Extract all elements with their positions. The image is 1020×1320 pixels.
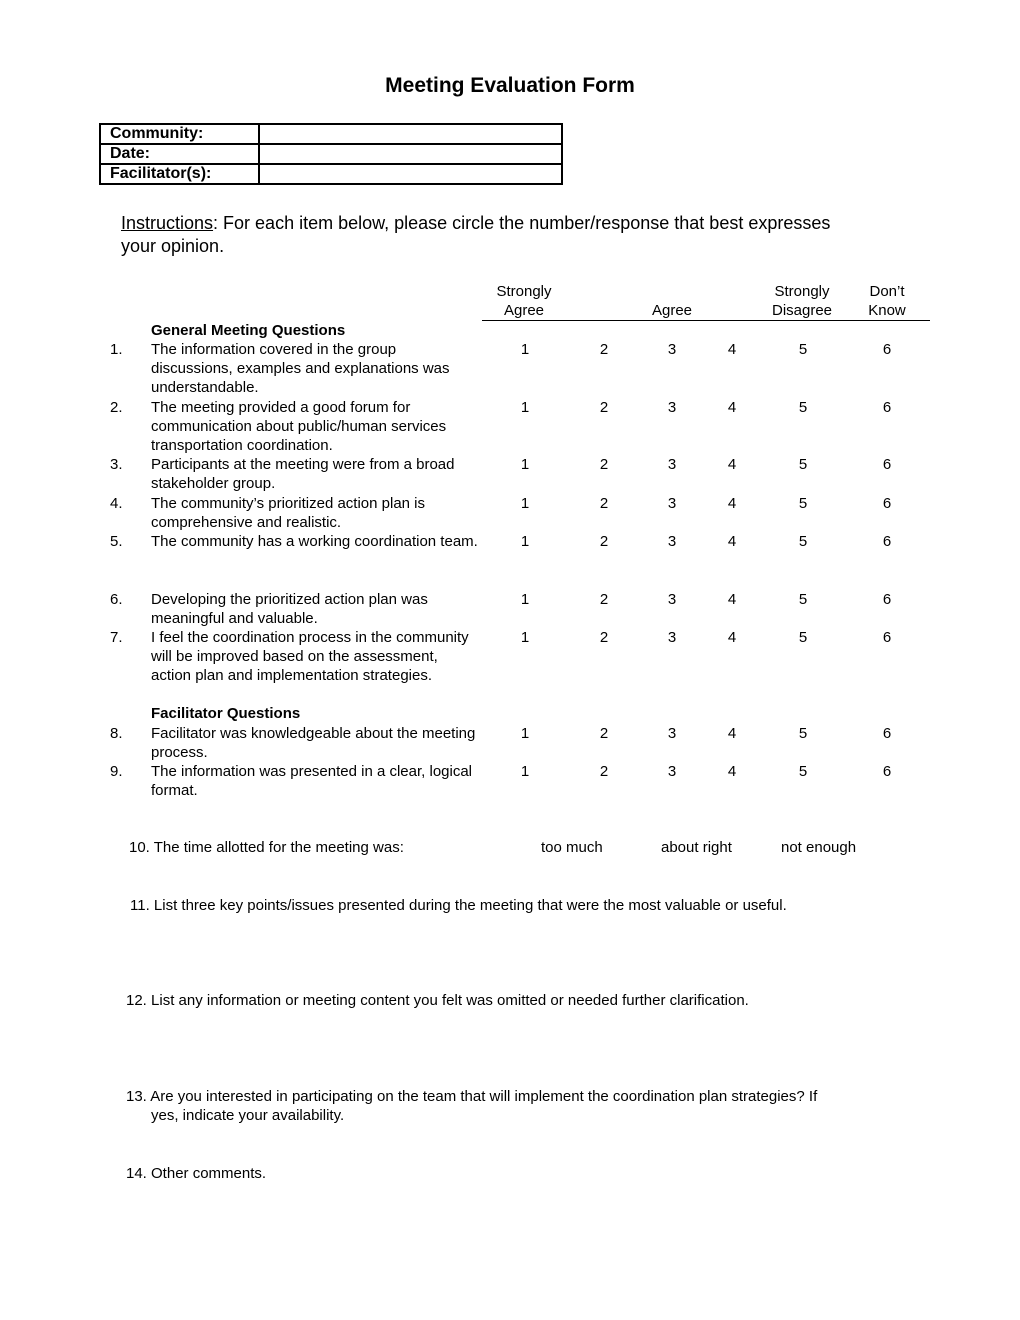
- header-underline: [482, 320, 930, 321]
- q10-option-too-much[interactable]: too much: [541, 839, 603, 856]
- header-strongly-disagree-line1: Strongly: [774, 283, 830, 300]
- rating-option[interactable]: 3: [667, 399, 677, 416]
- rating-option[interactable]: 5: [798, 763, 808, 780]
- rating-option[interactable]: 3: [667, 629, 677, 646]
- rating-option[interactable]: 3: [667, 341, 677, 358]
- rating-option[interactable]: 6: [882, 629, 892, 646]
- header-agree: Agree: [651, 302, 693, 319]
- rating-option[interactable]: 4: [727, 341, 737, 358]
- rating-option[interactable]: 6: [882, 399, 892, 416]
- rating-option[interactable]: 1: [520, 341, 530, 358]
- rating-option[interactable]: 5: [798, 533, 808, 550]
- rating-option[interactable]: 4: [727, 399, 737, 416]
- q13-text-line1: 13. Are you interested in participating on the team that will implement the coordination plan strategies? If: [126, 1088, 818, 1105]
- section-facilitator-questions: Facilitator Questions: [151, 705, 301, 722]
- rating-option[interactable]: 1: [520, 629, 530, 646]
- question-text: Developing the prioritized action plan was meaningful and valuable.: [151, 591, 428, 627]
- header-strongly-agree-line1: Strongly: [496, 283, 552, 300]
- rating-option[interactable]: 6: [882, 341, 892, 358]
- question-text: I feel the coordination process in the community will be improved based on the assessment, action plan and implementation strategies.: [151, 629, 469, 684]
- facilitator-field[interactable]: [259, 164, 562, 184]
- instructions: [121, 212, 841, 258]
- q14-text: 14. Other comments.: [126, 1165, 267, 1182]
- rating-option[interactable]: 4: [727, 495, 737, 512]
- rating-option[interactable]: 1: [520, 591, 530, 608]
- q12-text: 12. List any information or meeting content you felt was omitted or needed further clarification.: [126, 992, 749, 1009]
- rating-option[interactable]: 5: [798, 495, 808, 512]
- rating-option[interactable]: 2: [599, 763, 609, 780]
- rating-option[interactable]: 5: [798, 341, 808, 358]
- rating-option[interactable]: 6: [882, 533, 892, 550]
- question-number: 1.: [110, 341, 123, 358]
- rating-option[interactable]: 5: [798, 399, 808, 416]
- rating-option[interactable]: 2: [599, 725, 609, 742]
- rating-option[interactable]: 3: [667, 495, 677, 512]
- rating-option[interactable]: 1: [520, 456, 530, 473]
- question-number: 7.: [110, 629, 123, 646]
- question-text: The information was presented in a clear, logical format.: [151, 763, 473, 799]
- rating-option[interactable]: 1: [520, 763, 530, 780]
- rating-option[interactable]: 3: [667, 763, 677, 780]
- rating-option[interactable]: 6: [882, 725, 892, 742]
- section-general-questions: General Meeting Questions: [151, 322, 346, 339]
- rating-option[interactable]: 1: [520, 725, 530, 742]
- rating-option[interactable]: 4: [727, 533, 737, 550]
- question-text: The community has a working coordination team.: [151, 533, 478, 550]
- rating-option[interactable]: 2: [599, 495, 609, 512]
- rating-option[interactable]: 2: [599, 591, 609, 608]
- question-number: 8.: [110, 725, 123, 742]
- q10-text: 10. The time allotted for the meeting was:: [129, 839, 404, 856]
- rating-option[interactable]: 3: [667, 456, 677, 473]
- community-label: Community:: [100, 124, 259, 144]
- rating-option[interactable]: 6: [882, 456, 892, 473]
- header-strongly-agree-line2: Agree: [503, 302, 545, 319]
- header-strongly-agree: [474, 282, 574, 320]
- page-title: Meeting Evaluation Form: [385, 74, 635, 97]
- rating-option[interactable]: 4: [727, 591, 737, 608]
- question-text: The community’s prioritized action plan is comprehensive and realistic.: [151, 495, 426, 531]
- date-field[interactable]: [259, 144, 562, 164]
- facilitator-label: Facilitator(s):: [100, 164, 259, 184]
- date-label: Date:: [100, 144, 259, 164]
- header-dont-know-line1: Don’t: [869, 283, 905, 300]
- rating-option[interactable]: 6: [882, 495, 892, 512]
- header-dont-know: [847, 282, 927, 320]
- date-row: [100, 144, 562, 164]
- question-number: 3.: [110, 456, 123, 473]
- rating-option[interactable]: 2: [599, 341, 609, 358]
- rating-option[interactable]: 1: [520, 495, 530, 512]
- q11-text: 11. List three key points/issues presented during the meeting that were the most valuable or useful.: [130, 897, 787, 914]
- q13-text-line2: yes, indicate your availability.: [151, 1107, 345, 1124]
- rating-option[interactable]: 4: [727, 725, 737, 742]
- rating-option[interactable]: 2: [599, 456, 609, 473]
- rating-option[interactable]: 2: [599, 629, 609, 646]
- instructions-lead: Instructions: [121, 213, 214, 233]
- rating-option[interactable]: 4: [727, 629, 737, 646]
- q10-option-about-right[interactable]: about right: [661, 839, 732, 856]
- rating-option[interactable]: 6: [882, 763, 892, 780]
- question-number: 6.: [110, 591, 123, 608]
- question-number: 2.: [110, 399, 123, 416]
- rating-option[interactable]: 3: [667, 533, 677, 550]
- header-dont-know-line2: Know: [868, 302, 906, 319]
- rating-option[interactable]: 2: [599, 533, 609, 550]
- rating-option[interactable]: 3: [667, 725, 677, 742]
- rating-option[interactable]: 6: [882, 591, 892, 608]
- question-number: 9.: [110, 763, 123, 780]
- rating-option[interactable]: 3: [667, 591, 677, 608]
- header-strongly-disagree: [752, 282, 852, 320]
- question-text: Participants at the meeting were from a broad stakeholder group.: [151, 456, 455, 492]
- rating-option[interactable]: 2: [599, 399, 609, 416]
- community-field[interactable]: [259, 124, 562, 144]
- rating-option[interactable]: 1: [520, 399, 530, 416]
- rating-option[interactable]: 4: [727, 763, 737, 780]
- question-number: 5.: [110, 533, 123, 550]
- question-number: 4.: [110, 495, 123, 512]
- rating-option[interactable]: 5: [798, 591, 808, 608]
- instructions-text: : For each item below, please circle the number/response that best expresses your opinion.: [121, 213, 831, 256]
- question-text: The information covered in the group discussions, examples and explanations was understandable.: [151, 341, 450, 396]
- rating-option[interactable]: 5: [798, 629, 808, 646]
- community-row: [100, 124, 562, 144]
- rating-option[interactable]: 4: [727, 456, 737, 473]
- question-text: Facilitator was knowledgeable about the meeting process.: [151, 725, 476, 761]
- q10-option-not-enough[interactable]: not enough: [781, 839, 857, 856]
- rating-option[interactable]: 5: [798, 725, 808, 742]
- header-info-table: [99, 123, 563, 185]
- rating-option[interactable]: 1: [520, 533, 530, 550]
- facilitator-row: [100, 164, 562, 184]
- question-text: The meeting provided a good forum for communication about public/human services transportation coordination.: [151, 399, 447, 454]
- rating-option[interactable]: 5: [798, 456, 808, 473]
- header-strongly-disagree-line2: Disagree: [771, 302, 833, 319]
